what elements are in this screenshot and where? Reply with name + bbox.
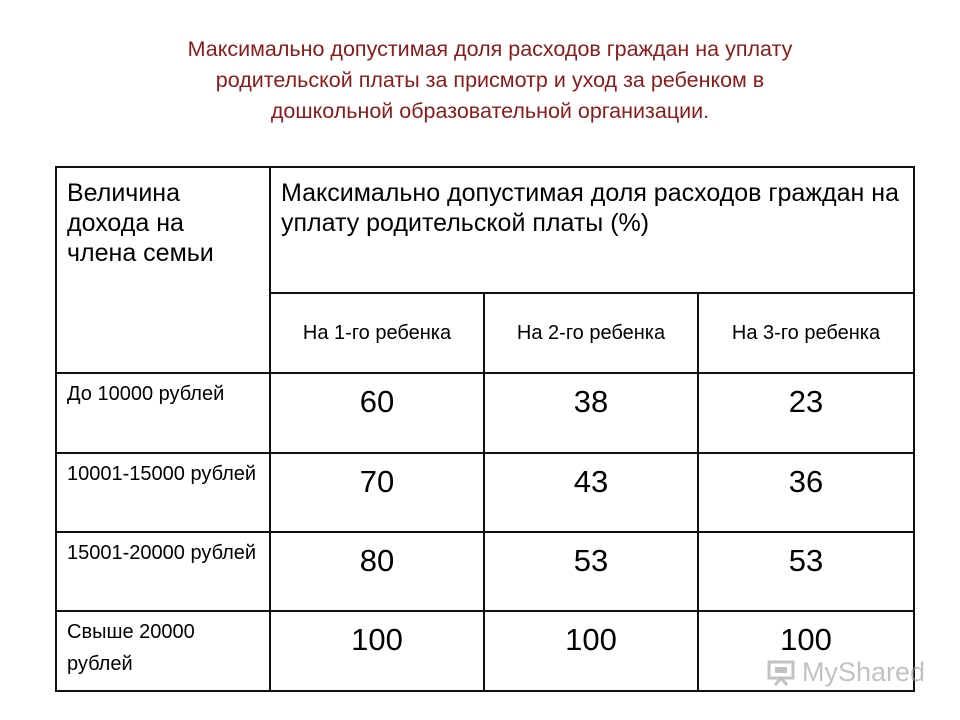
share-value: 100 xyxy=(270,611,484,691)
income-bracket: Свыше 20000 рублей xyxy=(56,611,270,691)
child-column-header: На 1-го ребенка xyxy=(270,293,484,373)
share-value: 53 xyxy=(484,532,698,611)
share-value: 38 xyxy=(484,373,698,453)
income-bracket: До 10000 рублей xyxy=(56,373,270,453)
share-value: 60 xyxy=(270,373,484,453)
table-row xyxy=(56,453,914,532)
share-value: 100 xyxy=(698,611,914,691)
share-value: 70 xyxy=(270,453,484,532)
myshared-watermark xyxy=(766,654,925,690)
share-value: 23 xyxy=(698,373,914,453)
income-bracket: 15001-20000 рублей xyxy=(56,532,270,611)
table-row xyxy=(56,373,914,453)
child-column-header: На 2-го ребенка xyxy=(484,293,698,373)
table-row xyxy=(56,532,914,611)
slide-title xyxy=(80,34,900,127)
header-row xyxy=(56,167,914,293)
presentation-board-icon xyxy=(766,657,796,687)
share-value: 43 xyxy=(484,453,698,532)
child-column-header: На 3-го ребенка xyxy=(698,293,914,373)
title-line: дошкольной образовательной организации. xyxy=(270,99,710,123)
share-header: Максимально допустимая доля расходов граждан на уплату родительской платы (%) xyxy=(270,167,914,293)
payment-share-table xyxy=(55,166,915,692)
share-value: 100 xyxy=(484,611,698,691)
watermark-text: MyShared xyxy=(802,656,926,687)
income-bracket: 10001-15000 рублей xyxy=(56,453,270,532)
income-header: Величина дохода на члена семьи xyxy=(56,167,270,373)
share-value: 36 xyxy=(698,453,914,532)
title-line: Максимально допустимая доля расходов граждан на уплату xyxy=(187,37,793,61)
title-line: родительской платы за присмотр и уход за ребенком в xyxy=(215,68,765,92)
share-value: 80 xyxy=(270,532,484,611)
share-value: 53 xyxy=(698,532,914,611)
